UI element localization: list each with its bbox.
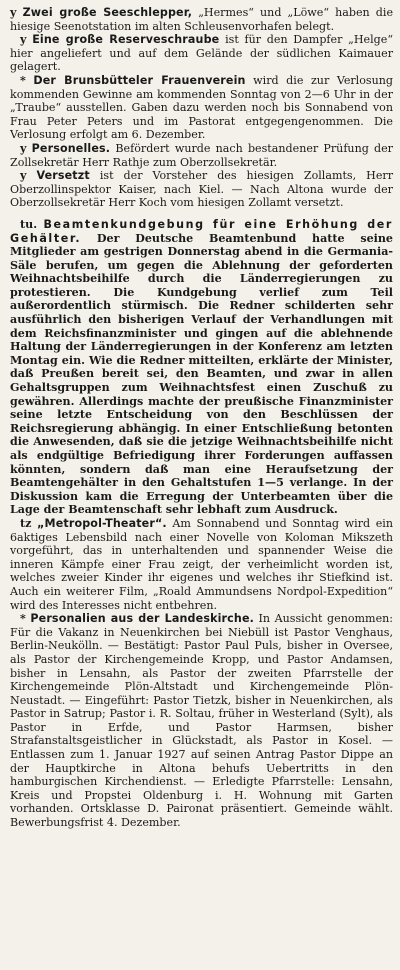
item-body: Der Deutsche Beamtenbund hatte seine Mitglieder am gestrigen Donnerstag abend in die Germania-Säle berufen, um gegen die Ablehnung der geforderten Weihnachtsbeihilfe durch die Länderregierungen zu protestieren. Die Kundgebung verlief zum Teil außerordentlich stürmisch. Die Redner schilderten sehr ausführlich den bisherigen Verlauf der Verhandlungen mit dem Reichsfinanzminister und gingen auf die ablehnende Haltung der Länderregierungen in der Konferenz am letzten Montag ein. Wie die Redner mitteilten, erklärte der Minister, daß Preußen bereit sei, den Beamten, und zwar in allen Gehaltsgruppen zum Weihnachtsfest einen Zuschuß zu gewähren. Allerdings machte der preußische Finanzminister seine letzte Entscheidung von den Beschlüssen der Reichsregierung abhängig. In einer Entschließung betonten die Anwesenden, daß sie die jetzige Weihnachtsbeihilfe nicht als endgültige Befriedigung ihrer Forderungen auffassen könnten, sondern daß man eine Heraufsetzung der Beamtengehälter in den Gehaltstufen 1—5 verlange. In der Diskussion kam die Erregung der Unterbeamten über die Lage der Beamtenschaft sehr lebhaft zum Ausdruck. (10, 231, 393, 517)
news-item-personnel (10, 142, 393, 169)
item-marker: tz (20, 516, 32, 530)
item-headline: Beamtenkundgebung für eine Erhöhung der Gehälter. (10, 217, 393, 245)
item-marker: * (20, 612, 26, 626)
item-body: wird die zur Verlosung kommenden Gewinne am kommenden Sonntag von 2—6 Uhr in der „Traube“ ausstellen. Gaben dazu werden noch bis Sonnabend von Frau Peter Peters und im Pastorat entgegengenommen. Die Verlosung erfolgt am 6. Dezember. (10, 73, 393, 142)
news-item-metropol-theater (10, 517, 393, 612)
item-body: In Aussicht genommen: Für die Vakanz in Neuenkirchen bei Niebüll ist Pastor Venghaus, Berlin-Neukölln. — Bestätigt: Pastor Paul Puls, bisher in Oversee, als Pastor der Kirchengemeinde Kropp, und Pastor Andamsen, bisher in Lensahn, als Pastor der zweiten Pfarrstelle der Kirchengemeinde Plön-Altstadt und Kirchengemeinde Plön-Neustadt. — Eingeführt: Pastor Tietzk, bisher in Neuenkirchen, als Pastor in Satrup; Pastor i. R. Soltau, früher in Westerland (Sylt), als Pastor in Erfde, und Pastor Harmsen, bisher Strafanstaltsgeistlicher in Glückstadt, als Pastor in Kosel. — Entlassen zum 1. Januar 1927 auf seinen Antrag Pastor Dippe an der Hauptkirche in Altona behufs Uebertritts in den hamburgischen Kirchendienst. — Erledigte Pfarrstelle: Lensahn, Kreis und Propstei Oldenburg i. H. Wohnung mit Garten vorhanden. Ortsklasse D. Paironat präsentiert. Gemeinde wählt. Bewerbungsfrist 4. Dezember. (10, 612, 394, 830)
item-marker: * (20, 73, 26, 87)
item-headline: Versetzt (36, 169, 90, 183)
item-headline: Personelles. (31, 141, 111, 155)
item-marker: tu. (20, 217, 38, 231)
item-marker: y (10, 6, 17, 19)
item-body: ist für den Dampfer „Helge“ hier angeliefert und auf dem Gelände der südlichen Kaimauer gelagert. (10, 33, 394, 74)
news-item-transferred (10, 169, 393, 210)
item-headline: Zwei große Seeschlepper, (22, 6, 193, 19)
news-item-church-personnel (10, 612, 393, 830)
news-item-civil-servants-rally (10, 218, 393, 517)
item-body: Am Sonnabend und Sonntag wird ein 6aktiges Lebensbild nach einer Novelle von Koloman Mikszeth vorgeführt, das in unterhaltenden und spannender Weise die inneren Kämpfe einer Frau zeigt, der verheimlicht worden ist, welches zweier Kinder ihr eigenes und welches ihr Stiefkind ist. Auch ein weiterer Film, „Roald Ammundsens Nordpol-Expedition“ wird des Interesses nicht entbehren. (10, 516, 393, 612)
news-item-reserve-propeller (10, 33, 393, 74)
item-headline: Eine große Reserveschraube (32, 33, 220, 47)
item-headline: Personalien aus der Landeskirche. (30, 612, 254, 626)
news-item-tugboats (10, 6, 393, 33)
news-item-womens-association (10, 74, 393, 142)
item-body: „Hermes“ und „Löwe“ haben die hiesige Seenotstation im alten Schleusenvorhafen belegt. (10, 6, 394, 33)
item-body: Befördert wurde nach bestandener Prüfung der Zollsekretär Herr Rathje zum Oberzollsekretär. (10, 141, 393, 169)
item-marker: y (20, 141, 27, 155)
item-marker: y (20, 169, 27, 183)
item-marker: y (20, 33, 27, 47)
item-body: ist der Vorsteher des hiesigen Zollamts, Herr Oberzollinspektor Kaiser, nach Kiel. — Nach Altona wurde der Oberzollsekretär Herr Koch vom hiesigen Zollamt versetzt. (10, 169, 393, 210)
item-headline: Der Brunsbütteler Frauenverein (33, 73, 246, 87)
item-headline: „Metropol-Theater“. (37, 516, 167, 530)
